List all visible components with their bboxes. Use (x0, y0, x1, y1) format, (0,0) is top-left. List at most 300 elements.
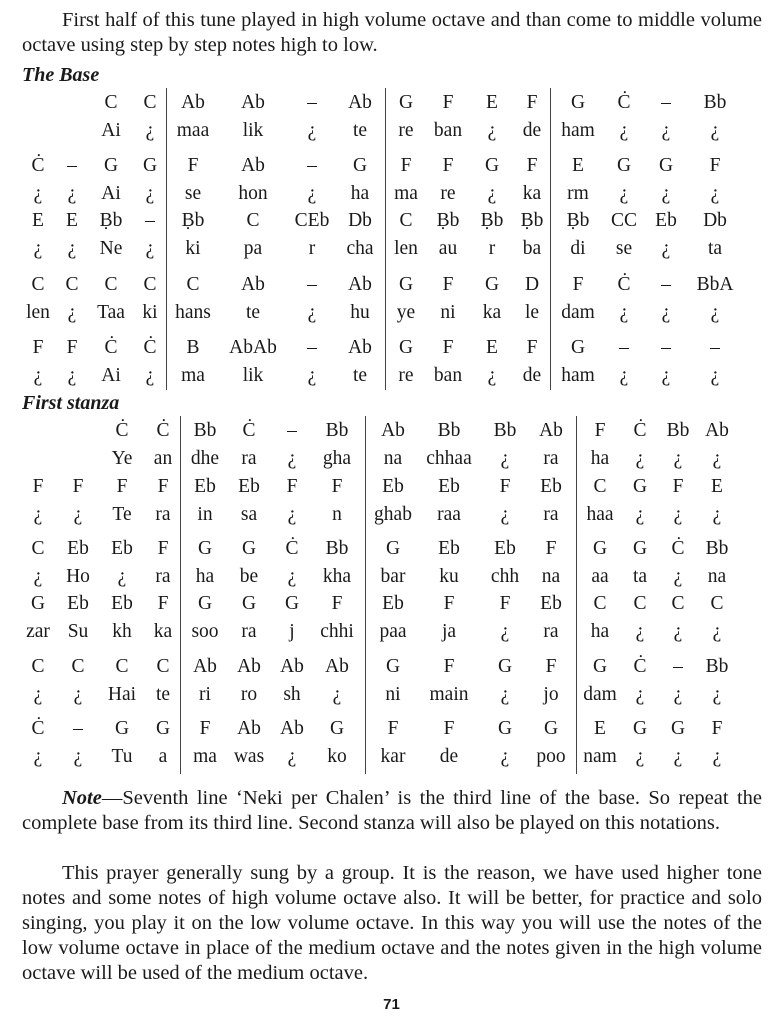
note-cell: G (155, 718, 171, 739)
note-cell: F (709, 155, 721, 176)
note-cell: F (499, 593, 511, 614)
lyric-cell: cha (346, 238, 374, 259)
note-cell: C (399, 210, 413, 231)
note-cell: Ab (348, 274, 372, 295)
note-text: —Seventh line ‘Neki per Chalen’ is the third line of the base. So repeat the complete base from its third line. Second stanza will also be played on this notations. (22, 787, 762, 834)
lyric-cell: ra (543, 621, 559, 642)
note-cell: C (633, 593, 647, 614)
notes-row (0, 152, 783, 180)
note-cell: F (32, 476, 44, 497)
lyric-cell: r (308, 238, 316, 259)
note-cell: AbAb (229, 337, 277, 358)
lyric-cell: sh (283, 684, 301, 705)
note-paragraph (22, 786, 762, 836)
note-cell: – (73, 718, 83, 739)
lyric-cell: ¿ (287, 504, 297, 525)
note-cell: Ċ (156, 420, 170, 441)
note-cell: – (661, 92, 671, 113)
barline (166, 88, 167, 390)
notes-row (0, 271, 783, 299)
note-cell: F (72, 476, 84, 497)
lyric-cell: ban (433, 365, 463, 386)
note-cell: B (186, 337, 200, 358)
note-cell: – (661, 274, 671, 295)
lyric-cell: na (707, 566, 727, 587)
note-cell: Ċ (671, 538, 685, 559)
lyric-cell: ¿ (500, 448, 510, 469)
lyric-cell: ¿ (635, 504, 645, 525)
lyric-cell: r (488, 238, 496, 259)
lyric-cell: jo (543, 684, 559, 705)
lyrics-row (0, 743, 783, 771)
lyric-cell: te (245, 302, 261, 323)
note-cell: F (116, 476, 128, 497)
lyric-cell: ¿ (287, 566, 297, 587)
note-cell: C (671, 593, 685, 614)
note-cell: – (67, 155, 77, 176)
lyric-cell: dam (583, 684, 617, 705)
note-cell: G (592, 538, 608, 559)
note-lead: Note (62, 787, 102, 809)
lyric-cell: au (438, 238, 458, 259)
lyric-cell: ba (522, 238, 542, 259)
note-cell: G (241, 538, 257, 559)
note-cell: F (286, 476, 298, 497)
lyric-cell: ¿ (710, 120, 720, 141)
lyric-cell: pa (243, 238, 263, 259)
note-cell: Ċ (617, 274, 631, 295)
lyric-cell: nam (583, 746, 617, 767)
note-cell: Eb (540, 593, 562, 614)
note-cell: Ab (325, 656, 349, 677)
note-cell: Ċ (115, 420, 129, 441)
lyric-cell: ¿ (673, 448, 683, 469)
note-cell: Ab (237, 718, 261, 739)
lyric-cell: haa (586, 504, 614, 525)
note-cell: Ab (539, 420, 563, 441)
lyrics-row (0, 117, 783, 145)
lyric-cell: ka (153, 621, 173, 642)
note-cell: Eb (111, 593, 133, 614)
lyric-cell: chhi (320, 621, 354, 642)
note-cell: F (157, 538, 169, 559)
lyric-cell: ma (181, 365, 205, 386)
lyric-cell: te (352, 365, 368, 386)
lyric-cell: ¿ (33, 183, 43, 204)
note-cell: F (672, 476, 684, 497)
note-cell: F (32, 337, 44, 358)
lyric-cell: kh (112, 621, 132, 642)
lyric-cell: ki (185, 238, 201, 259)
lyric-cell: ¿ (307, 365, 317, 386)
note-cell: F (157, 476, 169, 497)
lyric-cell: ¿ (73, 684, 83, 705)
lyric-cell: Tu (111, 746, 133, 767)
lyric-cell: ¿ (117, 566, 127, 587)
lyric-cell: de (522, 120, 542, 141)
lyric-cell: ¿ (67, 365, 77, 386)
lyric-cell: Ai (101, 365, 121, 386)
lyrics-row (0, 681, 783, 709)
lyric-cell: ra (155, 566, 171, 587)
note-cell: F (331, 593, 343, 614)
note-cell: C (115, 656, 129, 677)
lyric-cell: len (394, 238, 418, 259)
lyric-cell: Su (67, 621, 89, 642)
lyric-cell: Te (112, 504, 132, 525)
lyrics-row (0, 362, 783, 390)
lyric-cell: te (352, 120, 368, 141)
note-cell: Eb (655, 210, 677, 231)
note-cell: G (114, 718, 130, 739)
note-cell: F (545, 538, 557, 559)
lyric-cell: ye (396, 302, 416, 323)
lyric-cell: ¿ (661, 238, 671, 259)
note-cell: Bb (437, 420, 461, 441)
lyric-cell: ra (543, 448, 559, 469)
note-cell: G (197, 538, 213, 559)
lyric-cell: ¿ (33, 566, 43, 587)
lyric-cell: ka (482, 302, 502, 323)
lyric-cell: ¿ (673, 621, 683, 642)
lyric-cell: aa (591, 566, 609, 587)
lyric-cell: na (383, 448, 403, 469)
page-number: 71 (383, 996, 400, 1013)
note-cell: F (442, 274, 454, 295)
note-cell: E (594, 718, 606, 739)
lyric-cell: ¿ (33, 504, 43, 525)
note-cell: – (710, 337, 720, 358)
lyric-cell: ¿ (635, 746, 645, 767)
note-cell: Eb (540, 476, 562, 497)
note-cell: Ḅb (181, 210, 205, 231)
base-heading: The Base (22, 64, 100, 86)
note-cell: C (246, 210, 260, 231)
note-cell: G (484, 274, 500, 295)
lyric-cell: an (153, 448, 173, 469)
note-cell: G (103, 155, 119, 176)
lyric-cell: ha (195, 566, 215, 587)
lyric-cell: ghab (374, 504, 412, 525)
note-cell: – (307, 155, 317, 176)
lyric-cell: ¿ (487, 120, 497, 141)
lyric-cell: de (439, 746, 459, 767)
lyrics-row (0, 618, 783, 646)
lyric-cell: ¿ (287, 746, 297, 767)
lyric-cell: ¿ (145, 183, 155, 204)
note-cell: C (31, 274, 45, 295)
note-cell: G (670, 718, 686, 739)
lyric-cell: ro (240, 684, 258, 705)
lyric-cell: dam (561, 302, 595, 323)
lyric-cell: ni (440, 302, 456, 323)
note-cell: Eb (67, 538, 89, 559)
lyric-cell: ¿ (67, 238, 77, 259)
lyric-cell: ¿ (619, 183, 629, 204)
lyric-cell: di (570, 238, 586, 259)
lyric-cell: ¿ (673, 566, 683, 587)
lyric-cell: ban (433, 120, 463, 141)
lyric-cell: len (26, 302, 50, 323)
lyric-cell: ma (193, 746, 217, 767)
lyric-cell: re (398, 120, 414, 141)
lyric-cell: ¿ (500, 746, 510, 767)
lyric-cell: re (440, 183, 456, 204)
note-cell: G (197, 593, 213, 614)
lyric-cell: a (158, 746, 168, 767)
lyric-cell: Ai (101, 120, 121, 141)
note-cell: G (385, 656, 401, 677)
lyric-cell: Taa (97, 302, 125, 323)
note-cell: Ḅb (99, 210, 123, 231)
note-cell: – (145, 210, 155, 231)
notes-row (0, 653, 783, 681)
lyric-cell: ¿ (33, 238, 43, 259)
note-cell: Eb (382, 593, 404, 614)
note-cell: Db (703, 210, 727, 231)
note-cell: F (545, 656, 557, 677)
lyrics-row (0, 501, 783, 529)
lyric-cell: ¿ (487, 183, 497, 204)
lyric-cell: ¿ (307, 183, 317, 204)
lyric-cell: ¿ (67, 302, 77, 323)
lyric-cell: le (524, 302, 540, 323)
lyric-cell: ham (561, 365, 595, 386)
note-cell: Eb (67, 593, 89, 614)
note-cell: C (593, 593, 607, 614)
lyric-cell: ¿ (145, 365, 155, 386)
note-cell: E (572, 155, 584, 176)
note-cell: C (143, 92, 157, 113)
lyric-cell: was (233, 746, 265, 767)
lyric-cell: main (429, 684, 469, 705)
lyric-cell: ¿ (33, 365, 43, 386)
note-cell: Db (348, 210, 372, 231)
lyric-cell: Ho (66, 566, 90, 587)
lyric-cell: raa (437, 504, 461, 525)
lyric-cell: sa (240, 504, 258, 525)
note-cell: G (616, 155, 632, 176)
note-cell: Ab (181, 92, 205, 113)
lyric-cell: ri (199, 684, 211, 705)
lyric-cell: ¿ (619, 120, 629, 141)
lyric-cell: Ye (111, 448, 133, 469)
note-cell: Ab (237, 656, 261, 677)
lyrics-row (0, 180, 783, 208)
lyric-cell: dhe (190, 448, 220, 469)
lyric-cell: ha (590, 621, 610, 642)
lyric-cell: ja (441, 621, 457, 642)
note-cell: Ab (193, 656, 217, 677)
note-cell: Ċ (617, 92, 631, 113)
note-cell: C (65, 274, 79, 295)
lyric-cell: ra (241, 448, 257, 469)
note-cell: Ab (280, 718, 304, 739)
notes-row (0, 417, 783, 445)
lyric-cell: ¿ (619, 365, 629, 386)
lyric-cell: ¿ (635, 448, 645, 469)
note-cell: Ċ (31, 155, 45, 176)
barline (550, 88, 551, 390)
note-cell: F (526, 155, 538, 176)
lyric-cell: ta (632, 566, 648, 587)
note-cell: Bb (325, 420, 349, 441)
note-cell: Eb (194, 476, 216, 497)
note-cell: Ab (381, 420, 405, 441)
lyrics-row (0, 235, 783, 263)
note-cell: G (632, 476, 648, 497)
lyric-cell: ¿ (500, 621, 510, 642)
note-cell: – (673, 656, 683, 677)
barline (385, 88, 386, 390)
note-cell: – (661, 337, 671, 358)
note-cell: Eb (494, 538, 516, 559)
lyric-cell: ¿ (307, 120, 317, 141)
note-cell: Ċ (285, 538, 299, 559)
lyric-cell: te (155, 684, 171, 705)
lyric-cell: re (398, 365, 414, 386)
lyric-cell: ki (142, 302, 158, 323)
note-cell: – (307, 274, 317, 295)
lyric-cell: ¿ (73, 504, 83, 525)
notes-row (0, 590, 783, 618)
note-cell: Eb (438, 538, 460, 559)
note-cell: F (499, 476, 511, 497)
lyric-cell: ¿ (710, 365, 720, 386)
lyric-cell: ¿ (145, 120, 155, 141)
lyric-cell: Hai (107, 684, 137, 705)
lyric-cell: ha (590, 448, 610, 469)
lyric-cell: ¿ (619, 302, 629, 323)
lyric-cell: ku (439, 566, 459, 587)
lyric-cell: ¿ (712, 746, 722, 767)
notes-row (0, 473, 783, 501)
note-cell: G (497, 656, 513, 677)
note-cell: F (187, 155, 199, 176)
lyric-cell: ¿ (712, 448, 722, 469)
note-cell: F (526, 337, 538, 358)
note-cell: F (387, 718, 399, 739)
lyric-cell: in (197, 504, 213, 525)
note-cell: E (486, 92, 498, 113)
lyric-cell: ¿ (500, 504, 510, 525)
note-cell: G (241, 593, 257, 614)
barline (180, 416, 181, 774)
lyric-cell: na (541, 566, 561, 587)
lyric-cell: lik (242, 365, 264, 386)
note-cell: F (572, 274, 584, 295)
lyric-cell: bar (380, 566, 406, 587)
note-cell: G (632, 538, 648, 559)
notes-row (0, 207, 783, 235)
lyric-cell: soo (191, 621, 219, 642)
lyrics-row (0, 563, 783, 591)
note-cell: G (570, 337, 586, 358)
lyric-cell: ¿ (332, 684, 342, 705)
note-cell: G (398, 274, 414, 295)
note-cell: Ḅb (566, 210, 590, 231)
lyric-cell: Ai (101, 183, 121, 204)
lyric-cell: rm (567, 183, 589, 204)
lyric-cell: ¿ (712, 684, 722, 705)
barline (576, 416, 577, 774)
lyric-cell: j (289, 621, 295, 642)
lyric-cell: hans (175, 302, 211, 323)
notes-row (0, 715, 783, 743)
note-cell: G (658, 155, 674, 176)
lyric-cell: ¿ (712, 504, 722, 525)
note-cell: CC (610, 210, 637, 231)
lyric-cell: ¿ (661, 183, 671, 204)
note-cell: F (199, 718, 211, 739)
lyric-cell: ¿ (487, 365, 497, 386)
note-cell: F (443, 656, 455, 677)
stanza-heading: First stanza (22, 392, 120, 414)
barline (365, 416, 366, 774)
note-cell: E (66, 210, 78, 231)
note-cell: F (711, 718, 723, 739)
lyric-cell: kar (380, 746, 406, 767)
note-cell: Ċ (633, 656, 647, 677)
lyric-cell: gha (322, 448, 352, 469)
note-cell: Ċ (143, 337, 157, 358)
lyric-cell: ta (707, 238, 723, 259)
lyric-cell: ¿ (710, 183, 720, 204)
lyric-cell: ni (385, 684, 401, 705)
lyric-cell: ¿ (73, 746, 83, 767)
note-cell: Bb (493, 420, 517, 441)
note-cell: Ḅb (436, 210, 460, 231)
note-cell: Eb (438, 476, 460, 497)
note-cell: – (307, 337, 317, 358)
lyric-cell: n (332, 504, 342, 525)
note-cell: F (526, 92, 538, 113)
closing-paragraph (22, 861, 762, 986)
note-cell: C (31, 656, 45, 677)
note-cell: F (442, 337, 454, 358)
lyric-cell: ¿ (661, 365, 671, 386)
note-cell: C (71, 656, 85, 677)
note-cell: E (32, 210, 44, 231)
note-cell: G (398, 337, 414, 358)
lyrics-row (0, 299, 783, 327)
note-cell: G (398, 92, 414, 113)
note-cell: F (443, 718, 455, 739)
lyric-cell: poo (536, 746, 566, 767)
note-cell: Bb (666, 420, 690, 441)
lyric-cell: Ne (99, 238, 123, 259)
notes-row (0, 535, 783, 563)
note-cell: – (307, 92, 317, 113)
lyric-cell: ¿ (712, 621, 722, 642)
note-cell: F (157, 593, 169, 614)
lyric-cell: ma (394, 183, 418, 204)
note-cell: Ċ (633, 420, 647, 441)
note-cell: Ab (241, 274, 265, 295)
lyric-cell: hu (350, 302, 370, 323)
note-cell: Ċ (242, 420, 256, 441)
note-cell: Ċ (104, 337, 118, 358)
note-cell: BbA (696, 274, 734, 295)
lyric-cell: ko (327, 746, 347, 767)
notes-row (0, 89, 783, 117)
note-cell: Ab (241, 92, 265, 113)
lyric-cell: se (184, 183, 202, 204)
lyric-cell: ham (561, 120, 595, 141)
note-cell: G (592, 656, 608, 677)
lyric-cell: chhaa (426, 448, 472, 469)
note-cell: Ab (348, 92, 372, 113)
